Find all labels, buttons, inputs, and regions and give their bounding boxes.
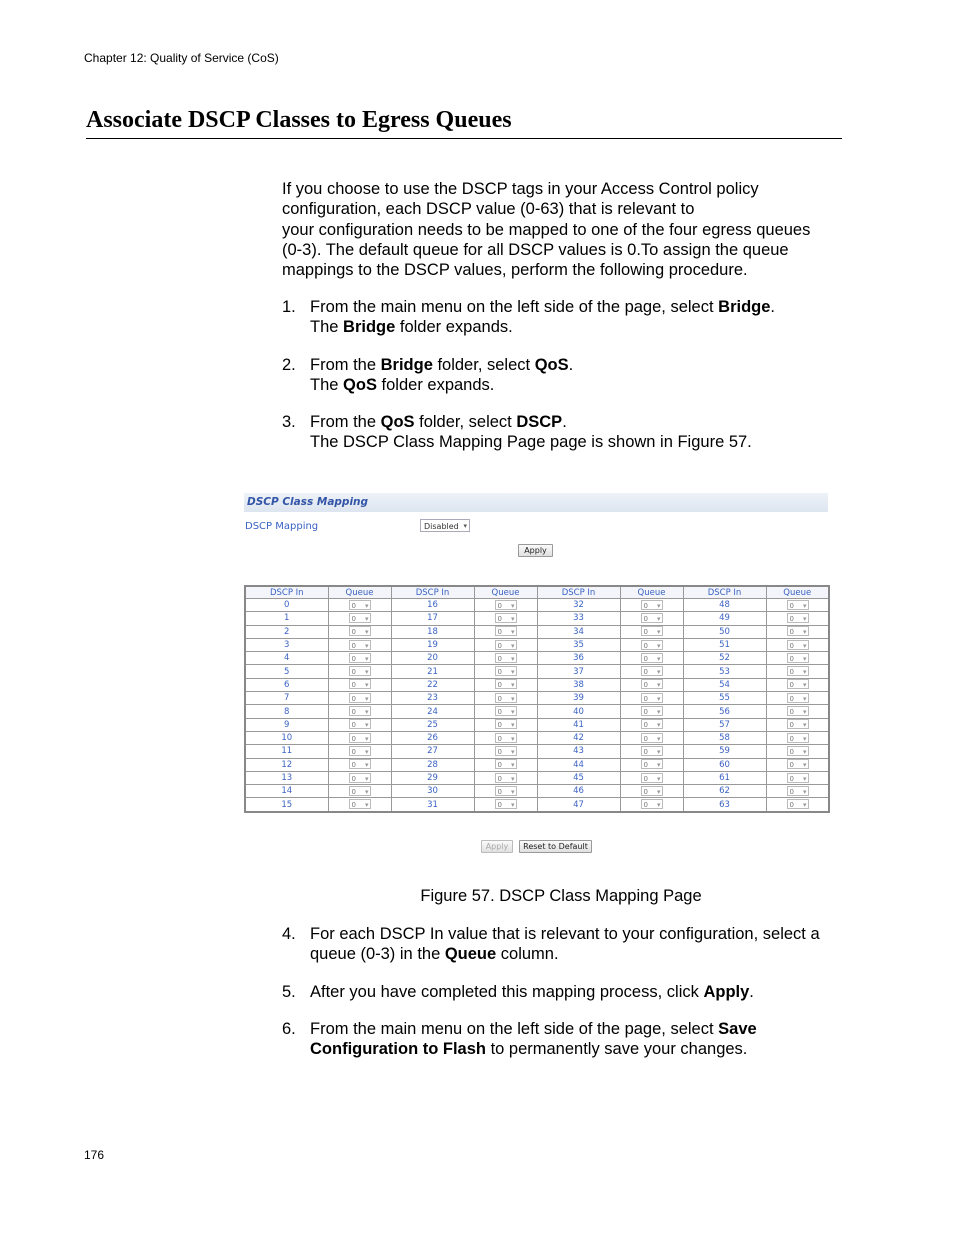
dscp-in-cell: 45 [537,771,620,784]
queue-select[interactable]: 0 ▾ [349,746,371,756]
queue-select[interactable]: 0 ▾ [349,733,371,743]
queue-cell [474,705,537,718]
dscp-in-cell: 14 [245,785,328,798]
queue-select[interactable]: 0 ▾ [787,786,809,796]
queue-cell [620,705,683,718]
dscp-in-cell: 60 [683,758,766,771]
dscp-in-cell: 15 [245,798,328,812]
table-row [245,705,829,718]
figure-header: DSCP Class Mapping [244,493,828,512]
intro-line: your configuration needs to be mapped to one of the four egress queues [282,220,811,239]
dscp-in-cell: 52 [683,652,766,665]
queue-cell [474,665,537,678]
dscp-in-cell: 54 [683,678,766,691]
queue-select[interactable]: 0 ▾ [787,626,809,636]
reset-to-default-button[interactable]: Reset to Default [519,840,592,853]
dscp-in-cell: 59 [683,745,766,758]
queue-select[interactable]: 0 ▾ [641,653,663,663]
queue-select[interactable]: 0 ▾ [641,600,663,610]
dscp-in-cell: 24 [391,705,474,718]
table-row [245,652,829,665]
step-bold: Bridge [718,298,771,316]
dscp-in-cell: 62 [683,785,766,798]
queue-cell [766,785,829,798]
queue-select[interactable]: 0 ▾ [495,666,517,676]
queue-cell [620,625,683,638]
queue-cell [328,625,391,638]
step-number: 4. [282,925,296,943]
section-title: Associate DSCP Classes to Egress Queues [86,107,842,139]
queue-select[interactable]: 0 ▾ [641,640,663,650]
queue-cell [474,758,537,771]
table-header-row [245,586,829,599]
queue-cell [620,731,683,744]
queue-select[interactable]: 0 ▾ [787,613,809,623]
queue-select[interactable]: 0 ▾ [641,733,663,743]
dscp-in-cell: 3 [245,638,328,651]
step-bold: QoS [534,356,569,374]
queue-select[interactable]: 0 ▾ [641,666,663,676]
queue-cell [474,599,537,612]
queue-select[interactable]: 0 ▾ [641,693,663,703]
queue-select[interactable]: 0 ▾ [349,719,371,729]
queue-cell [766,771,829,784]
queue-select[interactable]: 0 ▾ [787,706,809,716]
queue-select[interactable]: 0 ▾ [349,626,371,636]
queue-select[interactable]: 0 ▾ [787,746,809,756]
queue-select[interactable]: 0 ▾ [349,600,371,610]
queue-cell [328,612,391,625]
table-row [245,785,829,798]
table-row [245,745,829,758]
dscp-in-cell: 46 [537,785,620,798]
queue-select[interactable]: 0 ▾ [349,613,371,623]
queue-select[interactable]: 0 ▾ [495,653,517,663]
dscp-in-cell: 30 [391,785,474,798]
queue-cell [620,758,683,771]
step-bold: Bridge [380,356,433,374]
queue-cell [766,731,829,744]
column-header-queue: Queue [328,586,391,599]
step-text: queue (0-3) in the [310,945,445,964]
column-header-queue: Queue [620,586,683,599]
queue-cell [474,718,537,731]
table-row [245,771,829,784]
dscp-in-cell: 16 [391,599,474,612]
queue-cell [766,638,829,651]
queue-cell [328,785,391,798]
dscp-in-cell: 41 [537,718,620,731]
dscp-in-cell: 56 [683,705,766,718]
table-row [245,678,829,691]
dscp-in-cell: 57 [683,718,766,731]
table-body [245,599,829,812]
column-header-dscp-in: DSCP In [683,586,766,599]
queue-cell [766,758,829,771]
queue-select[interactable]: 0 ▾ [787,600,809,610]
queue-select[interactable]: 0 ▾ [641,746,663,756]
dscp-in-cell: 31 [391,798,474,812]
table-row [245,612,829,625]
dscp-in-cell: 34 [537,625,620,638]
column-header-dscp-in: DSCP In [245,586,328,599]
queue-cell [620,652,683,665]
queue-select[interactable]: 0 ▾ [495,799,517,809]
dscp-in-cell: 6 [245,678,328,691]
queue-cell [474,625,537,638]
queue-select[interactable]: 0 ▾ [495,746,517,756]
queue-cell [766,599,829,612]
dscp-in-cell: 40 [537,705,620,718]
step-text: The [310,318,344,337]
queue-cell [474,771,537,784]
queue-select[interactable]: 0 ▾ [641,613,663,623]
queue-select[interactable]: 0 ▾ [641,786,663,796]
dscp-in-cell: 53 [683,665,766,678]
queue-cell [328,678,391,691]
queue-select[interactable]: 0 ▾ [349,653,371,663]
intro-paragraph [282,179,842,280]
queue-select[interactable]: 0 ▾ [495,719,517,729]
step-text: . [749,983,754,1001]
queue-select[interactable]: 0 ▾ [787,679,809,689]
dscp-in-cell: 25 [391,718,474,731]
dscp-in-cell: 9 [245,718,328,731]
step-number: 5. [282,983,296,1001]
dscp-in-cell: 7 [245,692,328,705]
dscp-in-cell: 11 [245,745,328,758]
queue-cell [766,625,829,638]
queue-cell [328,692,391,705]
step-text: The DSCP Class Mapping Page page is shown in Figure 57. [310,433,752,452]
queue-select[interactable]: 0 ▾ [349,706,371,716]
queue-cell [328,599,391,612]
dscp-in-cell: 0 [245,599,328,612]
table-row [245,718,829,731]
step-text: The [310,376,344,395]
queue-select[interactable]: 0 ▾ [787,719,809,729]
queue-cell [328,638,391,651]
dscp-in-cell: 39 [537,692,620,705]
queue-select[interactable]: 0 ▾ [349,640,371,650]
table-row [245,798,829,812]
dscp-in-cell: 49 [683,612,766,625]
queue-select[interactable]: 0 ▾ [641,706,663,716]
queue-select[interactable]: 0 ▾ [495,706,517,716]
step-text: folder, select [414,413,517,431]
queue-select[interactable]: 0 ▾ [349,679,371,689]
queue-cell [620,638,683,651]
queue-select[interactable]: 0 ▾ [349,799,371,809]
queue-cell [328,665,391,678]
step-bold: QoS [380,413,415,431]
queue-select[interactable]: 0 ▾ [349,773,371,783]
dscp-in-cell: 23 [391,692,474,705]
column-header-queue: Queue [474,586,537,599]
table-row [245,758,829,771]
dscp-class-mapping-figure [244,493,828,863]
dscp-in-cell: 35 [537,638,620,651]
dscp-in-cell: 38 [537,678,620,691]
queue-cell [328,745,391,758]
dscp-mapping-label: DSCP Mapping [245,521,319,532]
dscp-in-cell: 63 [683,798,766,812]
queue-cell [474,731,537,744]
step-bold: Apply [703,983,750,1001]
queue-select[interactable]: 0 ▾ [641,773,663,783]
queue-cell [766,678,829,691]
step-bold: QoS [343,376,377,395]
column-header-dscp-in: DSCP In [391,586,474,599]
queue-cell [474,692,537,705]
table-row [245,731,829,744]
queue-cell [328,758,391,771]
queue-select[interactable]: 0 ▾ [495,693,517,703]
queue-cell [766,612,829,625]
dscp-in-cell: 58 [683,731,766,744]
step-number: 6. [282,1020,296,1038]
queue-cell [766,652,829,665]
queue-select[interactable]: 0 ▾ [787,640,809,650]
dscp-in-cell: 50 [683,625,766,638]
dscp-in-cell: 2 [245,625,328,638]
queue-cell [620,665,683,678]
figure-caption [0,887,954,906]
chevron-down-icon: ▾ [463,522,467,530]
queue-select[interactable]: 0 ▾ [495,626,517,636]
queue-cell [328,705,391,718]
dscp-in-cell: 36 [537,652,620,665]
queue-cell [766,718,829,731]
dscp-in-cell: 10 [245,731,328,744]
step-text: folder, select [432,356,535,374]
apply-button-bottom[interactable]: Apply [481,840,513,853]
table-row [245,692,829,705]
queue-select[interactable]: 0 ▾ [787,759,809,769]
dscp-in-cell: 29 [391,771,474,784]
queue-select[interactable]: 0 ▾ [641,799,663,809]
running-header: Chapter 12: Quality of Service (CoS) [84,51,279,65]
queue-cell [328,771,391,784]
dscp-in-cell: 28 [391,758,474,771]
column-header-dscp-in: DSCP In [537,586,620,599]
table-row [245,638,829,651]
queue-select[interactable]: 0 ▾ [787,773,809,783]
queue-cell [766,705,829,718]
dscp-in-cell: 1 [245,612,328,625]
dscp-in-cell: 26 [391,731,474,744]
queue-select[interactable]: 0 ▾ [349,693,371,703]
queue-cell [328,798,391,812]
queue-select[interactable]: 0 ▾ [495,679,517,689]
queue-select[interactable]: 0 ▾ [787,693,809,703]
queue-cell [620,718,683,731]
queue-select[interactable]: 0 ▾ [641,626,663,636]
queue-select[interactable]: 0 ▾ [495,613,517,623]
queue-cell [620,771,683,784]
apply-button-top[interactable]: Apply [518,544,553,557]
step-text: After you have completed this mapping process, click [310,983,704,1001]
queue-select[interactable]: 0 ▾ [495,786,517,796]
dscp-in-cell: 12 [245,758,328,771]
dscp-in-cell: 21 [391,665,474,678]
dscp-in-cell: 44 [537,758,620,771]
step-text: folder expands. [395,318,513,337]
dscp-in-cell: 47 [537,798,620,812]
caption-text: Figure 57. DSCP Class Mapping Page [420,887,702,905]
queue-select[interactable]: 0 ▾ [495,600,517,610]
step-bold: Configuration to Flash [310,1040,486,1059]
column-header-queue: Queue [766,586,829,599]
step-number: 3. [282,413,296,431]
queue-select[interactable]: 0 ▾ [787,653,809,663]
step-number: 1. [282,298,296,316]
queue-cell [620,745,683,758]
queue-cell [474,652,537,665]
queue-select[interactable]: 0 ▾ [787,799,809,809]
queue-select[interactable]: 0 ▾ [641,679,663,689]
queue-cell [620,599,683,612]
queue-select[interactable]: 0 ▾ [349,666,371,676]
queue-select[interactable]: 0 ▾ [495,759,517,769]
queue-select[interactable]: 0 ▾ [641,759,663,769]
step-text: From the main menu on the left side of the page, select [310,298,719,316]
queue-select[interactable]: 0 ▾ [349,759,371,769]
queue-cell [620,798,683,812]
queue-cell [474,612,537,625]
queue-cell [620,785,683,798]
queue-cell [474,798,537,812]
dscp-in-cell: 33 [537,612,620,625]
step-text: . [562,413,567,431]
intro-line: configuration, each DSCP value (0-63) that is relevant to [282,200,695,219]
step-bold: Save [718,1020,757,1038]
dscp-in-cell: 48 [683,599,766,612]
dscp-mapping-value: Disabled [424,522,459,531]
step-bold: Queue [444,945,497,964]
dscp-in-cell: 5 [245,665,328,678]
step-text: folder expands. [376,376,495,395]
queue-select[interactable]: 0 ▾ [787,733,809,743]
dscp-in-cell: 43 [537,745,620,758]
queue-cell [620,612,683,625]
queue-cell [620,678,683,691]
dscp-in-cell: 61 [683,771,766,784]
queue-select[interactable]: 0 ▾ [495,733,517,743]
step-text: column. [496,945,559,964]
intro-line: (0-3). The default queue for all DSCP values is 0.To assign the queue [282,240,789,259]
step-text: From the [310,356,381,374]
queue-select[interactable]: 0 ▾ [349,786,371,796]
queue-cell [766,745,829,758]
queue-cell [328,652,391,665]
step-text: For each DSCP In value that is relevant to your configuration, select a [310,925,820,943]
dscp-in-cell: 17 [391,612,474,625]
table-row [245,665,829,678]
dscp-in-cell: 32 [537,599,620,612]
dscp-in-cell: 55 [683,692,766,705]
queue-cell [620,692,683,705]
queue-cell [474,678,537,691]
dscp-mapping-table [244,585,830,813]
queue-cell [766,798,829,812]
step-text: From the main menu on the left side of the page, select [310,1020,719,1038]
page-number: 176 [84,1148,105,1162]
table-row [245,599,829,612]
queue-select[interactable]: 0 ▾ [495,640,517,650]
queue-cell [766,692,829,705]
dscp-mapping-select[interactable] [420,519,470,532]
dscp-in-cell: 13 [245,771,328,784]
dscp-in-cell: 4 [245,652,328,665]
queue-cell [766,665,829,678]
dscp-in-cell: 37 [537,665,620,678]
queue-cell [474,785,537,798]
queue-select[interactable]: 0 ▾ [641,719,663,729]
dscp-in-cell: 19 [391,638,474,651]
intro-line: If you choose to use the DSCP tags in your Access Control policy [282,180,759,198]
queue-cell [474,638,537,651]
step-bold: DSCP [516,413,563,431]
dscp-in-cell: 22 [391,678,474,691]
dscp-in-cell: 18 [391,625,474,638]
queue-select[interactable]: 0 ▾ [495,773,517,783]
step-bold: Bridge [343,318,396,337]
step-text: From the [310,413,381,431]
step-text: to permanently save your changes. [485,1040,748,1059]
queue-cell [328,718,391,731]
queue-cell [474,745,537,758]
queue-select[interactable]: 0 ▾ [787,666,809,676]
dscp-in-cell: 8 [245,705,328,718]
queue-cell [328,731,391,744]
dscp-in-cell: 42 [537,731,620,744]
dscp-in-cell: 51 [683,638,766,651]
step-text: . [770,298,776,316]
step-number: 2. [282,356,296,374]
dscp-in-cell: 20 [391,652,474,665]
table-row [245,625,829,638]
step-text: . [568,356,574,374]
intro-line: mappings to the DSCP values, perform the following procedure. [282,261,748,280]
dscp-in-cell: 27 [391,745,474,758]
